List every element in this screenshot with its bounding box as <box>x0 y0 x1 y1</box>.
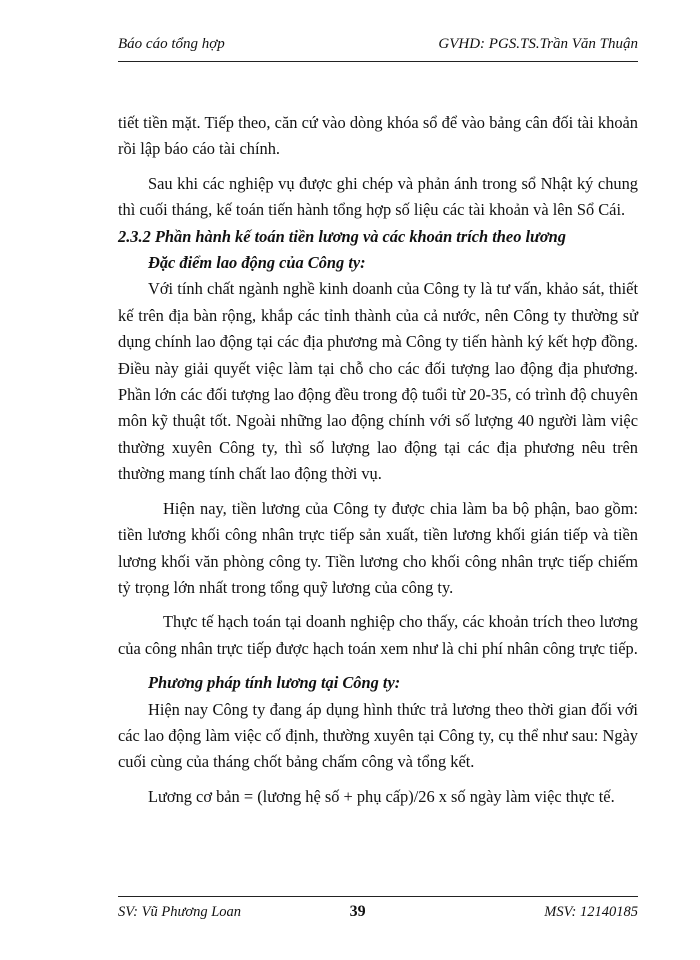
paragraph-4: Hiện nay, tiền lương của Công ty được chia làm ba bộ phận, bao gồm: tiền lương khối công nhân trực tiếp sản xuất, tiền lương khối gián tiếp và tiền lương khối văn phòng công ty. Tiền lương cho khối công nhân trực tiếp chiếm tỷ trọng lớn nhất trong tổng quỹ lương của công ty. <box>118 498 638 597</box>
subheading-labor: Đặc điểm lao động của Công ty: <box>148 253 366 273</box>
footer-student: SV: Vũ Phương Loan <box>118 904 242 920</box>
paragraph-2: Sau khi các nghiệp vụ được ghi chép và phản ánh trong sổ Nhật ký chung thì cuối tháng, kế toán tiến hành tổng hợp số liệu các tài khoản và lên Sổ Cái. <box>118 173 638 220</box>
page-number: 39 <box>349 903 366 920</box>
page-footer <box>118 896 638 921</box>
subheading-salary-method: Phương pháp tính lương tại Công ty: <box>148 673 401 693</box>
header-report-title: Báo cáo tổng hợp <box>118 36 225 52</box>
page-header <box>118 36 638 62</box>
paragraph-1: tiết tiền mặt. Tiếp theo, căn cứ vào dòng khóa sổ để vào bảng cân đối tài khoản rồi lập báo cáo tài chính. <box>118 113 638 159</box>
salary-formula: Lương cơ bản = (lương hệ số + phụ cấp)/26 x số ngày làm việc thực tế. <box>148 786 615 806</box>
footer-student-id: MSV: 12140185 <box>544 904 638 920</box>
paragraph-3: Với tính chất ngành nghề kinh doanh của Công ty là tư vấn, khảo sát, thiết kế trên địa bàn rộng, khắp các tỉnh thành của cả nước, nên Công ty thường sử dụng chính lao động tại các địa phương mà Công ty tiến hành ký kết hợp đồng. Điều này giải quyết việc làm tại chỗ cho các đối tượng lao động địa phương. Phần lớn các đối tượng lao động đều trong độ tuổi từ 20-35, có trình độ chuyên môn kỹ thuật tốt. Ngoài những lao động chính với số lượng 40 người làm việc thường xuyên Công ty, thì số lượng lao động tại các địa phương nêu trên thường mang tính chất lao động thời vụ. <box>118 279 638 484</box>
header-supervisor: GVHD: PGS.TS.Trần Văn Thuận <box>438 36 638 52</box>
paragraph-5: Thực tế hạch toán tại doanh nghiệp cho thấy, các khoản trích theo lương của công nhân trực tiếp được hạch toán xem như là chi phí nhân công trực tiếp. <box>118 612 638 658</box>
paragraph-6: Hiện nay Công ty đang áp dụng hình thức trả lương theo thời gian đối với các lao động làm việc cố định, thường xuyên tại Công ty, cụ thể như sau: Ngày cuối cùng của tháng chốt bảng chấm công và tổng kết. <box>118 699 638 772</box>
page-content <box>118 110 638 810</box>
section-heading: 2.3.2 Phần hành kế toán tiền lương và các khoản trích theo lương <box>118 226 566 246</box>
